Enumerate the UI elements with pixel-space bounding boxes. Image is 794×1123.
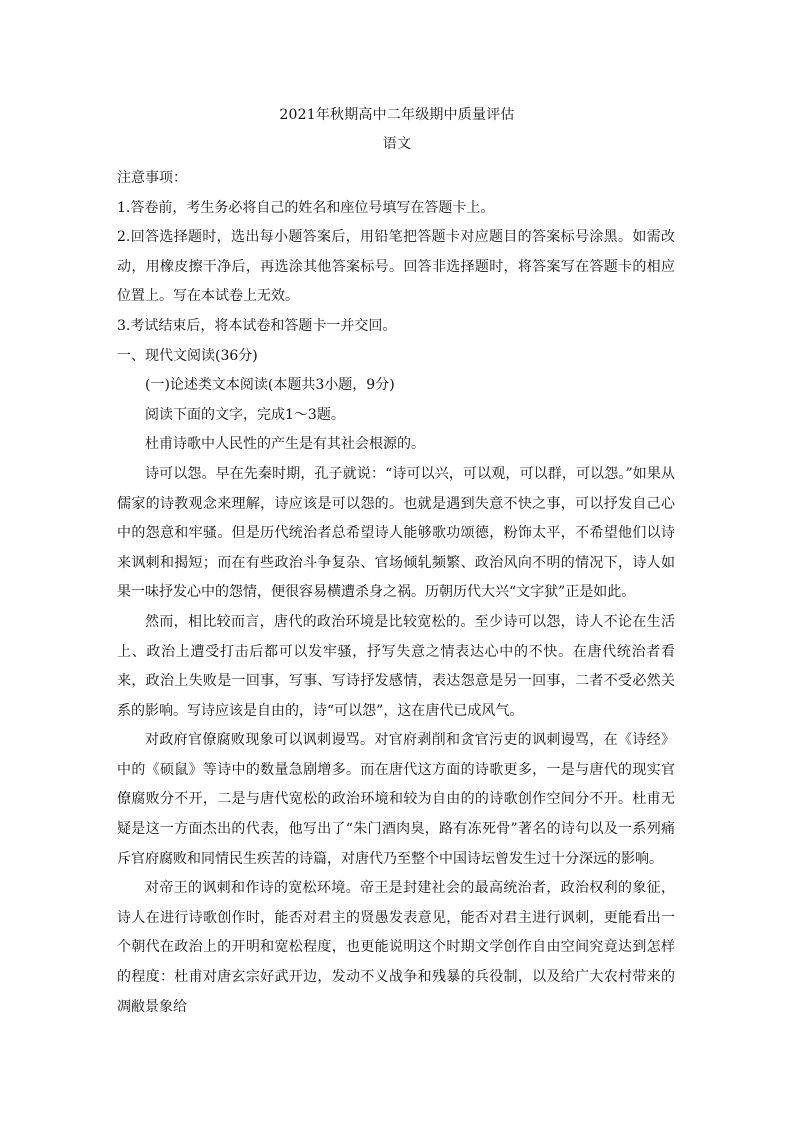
notice-heading: 注意事项： [117, 170, 187, 186]
reading-instruction: 阅读下面的文字，完成1～3题。 [145, 406, 345, 423]
passage-thesis: 杜甫诗歌中人民性的产生是有其社会根源的。 [145, 436, 425, 453]
passage-paragraph: 然而，相比较而言，唐代的政治环境是比较宽松的。至少诗可以怨，诗人不论在生活上、政治上遭受打击后都可以发牢骚，抒写失意之情表达心中的不快。在唐代统治者看来，政治上失败是一回事，写事、写诗抒发感情，表达怨意是另一回事，二者不受必然关系的影响。写诗应该是自由的，诗“可以怨”，这在唐代已成风气。 [117, 613, 675, 719]
section-heading: 一、现代文阅读(36分) [117, 347, 258, 364]
document-body [117, 164, 675, 1022]
exam-title: 2021年秋期高中二年级期中质量评估 [279, 107, 515, 123]
notice-item: 1.答卷前，考生务必将自己的姓名和座位号填写在答题卡上。 [117, 199, 495, 216]
passage-paragraph: 对帝王的讽刺和作诗的宽松环境。帝王是封建社会的最高统治者，政治权利的象征，诗人在进行诗歌创作时，能否对君主的贤愚发表意见，能否对君主进行讽刺，更能看出一个朝代在政治上的开明和宽松程度，也更能说明这个时期文学创作自由空间究竟达到怎样的程度：杜甫对唐玄宗好武开边，发动不义战争和残暴的兵役制，以及给广大农村带来的凋敝景象给 [117, 880, 675, 1015]
notice-item: 3.考试结束后，将本试卷和答题卡一并交回。 [117, 317, 397, 334]
passage-paragraph: 诗可以怨。早在先秦时期，孔子就说：“诗可以兴，可以观，可以群，可以怨。”如果从儒家的诗教观念来理解，诗应该是可以怨的。也就是遇到失意不快之事，可以抒发自己心中的怨意和牢骚。但是历代统治者总希望诗人能够歌功颂德，粉饰太平，不希望他们以诗来讽刺和揭短；而在有些政治斗争复杂、官场倾轧频繁、政治风向不明的情况下，诗人如果一味抒发心中的怨情，便很容易横遭杀身之祸。历朝历代大兴“文字狱”正是如此。 [117, 465, 675, 601]
subject-title: 语文 [382, 136, 412, 152]
subsection-heading: (一)论述类文本阅读(本题共3小题，9分) [145, 377, 395, 394]
notice-item: 2.回答选择题时，选出每小题答案后，用铅笔把答题卡对应题目的答案标号涂黑。如需改动，用橡皮擦干净后，再选涂其他答案标号。回答非选择题时，将答案写在答题卡的相应位置上。写在本试卷上无效。 [117, 229, 675, 305]
passage-paragraph: 对政府官僚腐败现象可以讽刺谩骂。对官府剥削和贪官污吏的讽刺谩骂，在《诗经》中的《硕鼠》等诗中的数量急剧增多。而在唐代这方面的诗歌更多，一是与唐代的现实官僚腐败分不开，二是与唐代宽松的政治环境和较为自由的的诗歌创作空间分不开。杜甫无疑是这一方面杰出的代表，他写出了“朱门酒肉臭，路有冻死骨”著名的诗句以及一系列痛斥官府腐败和同情民生疾苦的诗篇，对唐代乃至整个中国诗坛曾发生过十分深远的影响。 [117, 732, 675, 867]
